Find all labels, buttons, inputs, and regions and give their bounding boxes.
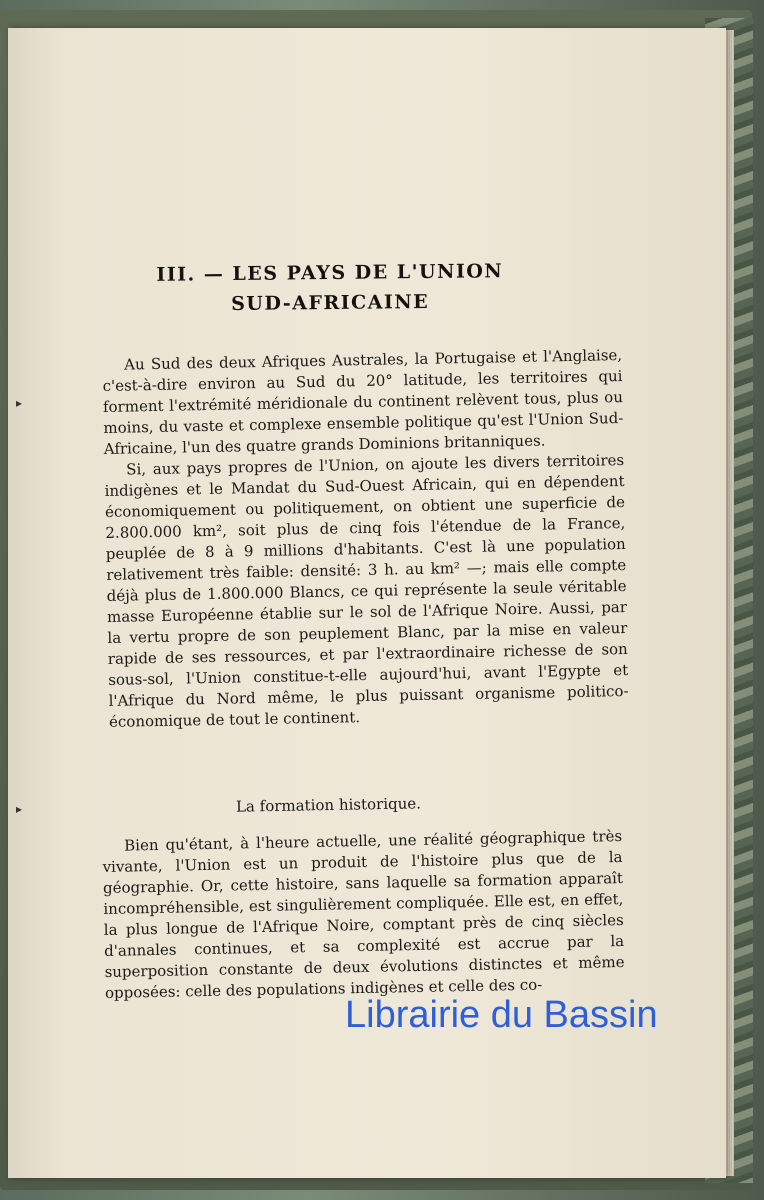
margin-marker: ▸	[16, 396, 23, 410]
paragraph: Au Sud des deux Afriques Australes, la Portugaise et l'Anglaise, c'est-à-dire environ au Sud du 20° latitude, les territoires qui forment l'extrémité méridionale du continent relèvent tous, plus ou moins, du vaste et complexe ensemble politique qu'est l'Union Sud-Africaine, l'un des quatre grands Dominions britanniques.	[102, 346, 624, 458]
watermark: Librairie du Bassin	[345, 994, 658, 1036]
chapter-title-line-2: SUD-AFRICAINE	[231, 290, 430, 316]
section-heading: La formation historique.	[235, 794, 422, 816]
body-text-block-2	[102, 826, 625, 1004]
margin-marker: ▸	[16, 802, 23, 816]
chapter-title	[130, 256, 531, 320]
body-text-block-1	[102, 345, 629, 733]
paragraph: Bien qu'étant, à l'heure actuelle, une réalité géographique très vivante, l'Union est un produit de l'histoire plus que de la géographie. Or, cette histoire, sans laquelle sa formation apparaît incompréhensible, est singulièrement compliquée. Elle est, en effet, la plus longue de l'Afrique Noire, comptant près de cinq siècles d'annales continues, et sa complexité est accrue par la superposition constante de deux évolutions distinctes et même opposées: celle des populations indigènes et celle des co-	[102, 827, 625, 1002]
chapter-title-line-1: III. — LES PAYS DE L'UNION	[156, 260, 504, 286]
paragraph: Si, aux pays propres de l'Union, on ajoute les divers territoires indigènes et le Mandat du Sud-Ouest Africain, qui en dépendent économiquement ou politiquement, on obtient une superficie de 2.800.000 km², soit plus de cinq fois l'étendue de la France, peuplée de 8 à 9 millions d'habitants. C'est là une population relativement très faible: densité: 3 h. au km² —; mais elle compte déjà plus de 1.800.000 Blancs, ce qui représente la seule véritable masse Européenne établie sur le sol de l'Afrique Noire. Aussi, par la vertu propre de son peuplement Blanc, par la mise en valeur rapide de ses ressources, et par l'extraordinaire richesse de son sous-sol, l'Union constitue-t-elle aujourd'hui, avant l'Egypte et l'Afrique du Nord même, le plus puissant organisme politico-économique de tout le continent.	[104, 450, 629, 731]
